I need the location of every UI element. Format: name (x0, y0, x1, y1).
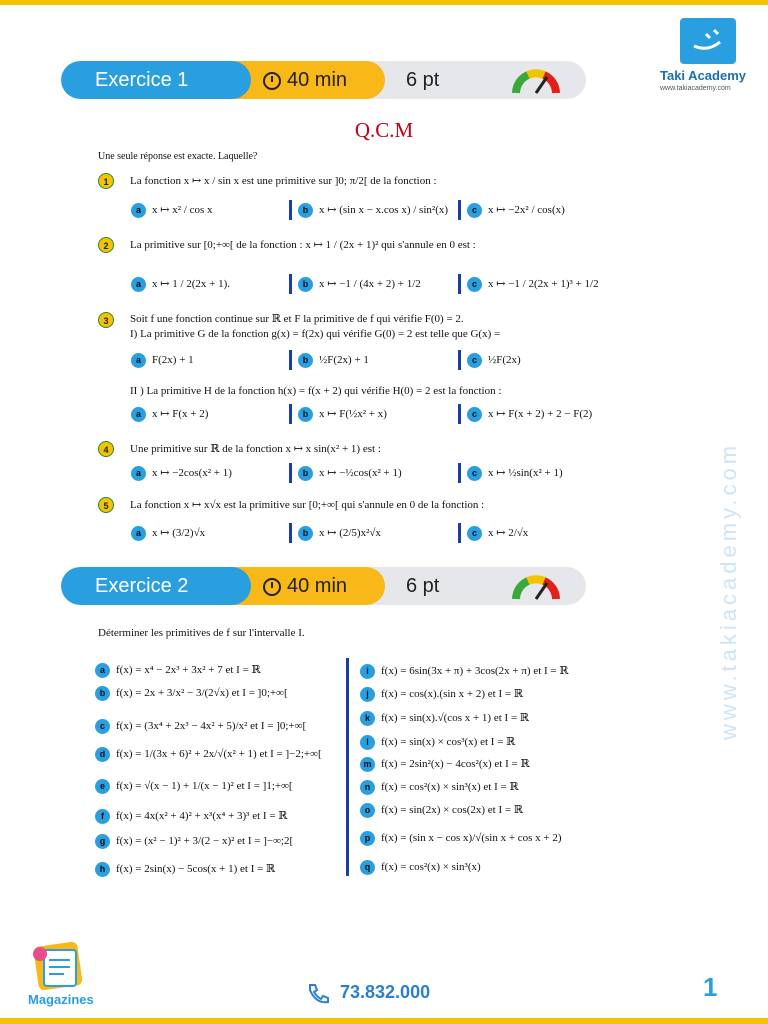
exercise2-title: Exercice 2 (61, 567, 251, 605)
divider (289, 404, 292, 424)
page-number: 1 (703, 972, 718, 1002)
answer-c[interactable]: c ½F(2x) (467, 353, 521, 368)
column-divider (346, 658, 349, 876)
function-item: n f(x) = cos²(x) × sin³(x) et I = ℝ (360, 780, 519, 795)
question-text: La primitive sur [0;+∞[ de la fonction : x ↦ 1 / (2x + 1)² qui s'annule en 0 est : (130, 239, 476, 251)
qcm-title: Q.C.M (354, 118, 414, 142)
function-item: k f(x) = sin(x).√(cos x + 1) et I = ℝ (360, 711, 529, 726)
function-item: c f(x) = (3x⁴ + 2x³ − 4x² + 5)/x² et I = ]0;+∞[ (95, 719, 306, 734)
function-item: q f(x) = cos²(x) × sin³(x) (360, 860, 481, 875)
function-item: h f(x) = 2sin(x) − 5cos(x + 1) et I = ℝ (95, 862, 275, 877)
logo-speech-icon (680, 18, 736, 64)
answer-c[interactable]: c x ↦ −2x² / cos(x) (467, 203, 565, 218)
divider (289, 523, 292, 543)
function-item: d f(x) = 1/(3x + 6)² + 2x/√(x² + 1) et I = ]−2;+∞[ (95, 747, 322, 762)
answer-a[interactable]: a x ↦ −2cos(x² + 1) (131, 466, 232, 481)
answer-a[interactable]: a x ↦ 1 / 2(2x + 1). (131, 277, 230, 292)
difficulty-gauge-icon (511, 65, 561, 95)
function-item: f f(x) = 4x(x² + 4)² + x³(x⁴ + 3)³ et I = ℝ (95, 809, 287, 824)
top-accent-bar (0, 0, 768, 5)
function-item: p f(x) = (sin x − cos x)/√(sin x + cos x + 2) (360, 831, 562, 846)
function-item: a f(x) = x⁴ − 2x³ + 3x² + 7 et I = ℝ (95, 663, 261, 678)
magazines-logo-icon (22, 940, 102, 1010)
divider (289, 274, 292, 294)
function-item: m f(x) = 2sin²(x) − 4cos²(x) et I = ℝ (360, 757, 530, 772)
answer-b[interactable]: b x ↦ −½cos(x² + 1) (298, 466, 402, 481)
question-text: Une primitive sur ℝ de la fonction x ↦ x sin(x² + 1) est : (130, 443, 381, 455)
question-number: 2 (98, 237, 114, 253)
question-number: 4 (98, 441, 114, 457)
function-item: l f(x) = sin(x) × cos³(x) et I = ℝ (360, 735, 515, 750)
question-text: La fonction x ↦ x / sin x est une primitive sur ]0; π/2[ de la fonction : (130, 175, 437, 187)
answer-b[interactable]: b x ↦ (sin x − x.cos x) / sin²(x) (298, 203, 448, 218)
exercise2-points: 6 pt (406, 575, 440, 597)
answer-b2[interactable]: b x ↦ F(½x² + x) (298, 407, 387, 422)
answer-c[interactable]: c x ↦ ½sin(x² + 1) (467, 466, 563, 481)
divider (458, 274, 461, 294)
exercise2-intro: Déterminer les primitives de f sur l'intervalle I. (98, 627, 305, 639)
answer-b[interactable]: b x ↦ −1 / (4x + 2) + 1/2 (298, 277, 421, 292)
divider (458, 350, 461, 370)
answer-a[interactable]: a F(2x) + 1 (131, 353, 194, 368)
answer-a[interactable]: a x ↦ (3/2)√x (131, 526, 205, 541)
question-text: Soit f une fonction continue sur ℝ et F la primitive de f qui vérifie F(0) = 2. (130, 313, 464, 325)
question-number: 1 (98, 173, 114, 189)
exercise1-time-value: 40 min (287, 69, 348, 91)
exercise1-points: 6 pt (406, 69, 440, 91)
function-item: b f(x) = 2x + 3/x² − 3/(2√x) et I = ]0;+∞[ (95, 686, 288, 701)
qcm-intro: Une seule réponse est exacte. Laquelle? (98, 151, 258, 162)
phone-number[interactable]: 73.832.000 (340, 982, 431, 1002)
svg-text:Magazines: Magazines (28, 992, 94, 1007)
exercise1-header (61, 61, 586, 99)
phone-icon (306, 982, 332, 1004)
divider (458, 200, 461, 220)
clock-icon (263, 72, 281, 90)
answer-b[interactable]: b x ↦ (2/5)x²√x (298, 526, 381, 541)
divider (289, 200, 292, 220)
answer-a[interactable]: a x ↦ x² / cos x (131, 203, 212, 218)
exercise2-time-value: 40 min (287, 575, 348, 597)
svg-text:www.takiacademy.com: www.takiacademy.com (716, 441, 741, 740)
exercise2-header (61, 567, 586, 605)
logo-url: www.takiacademy.com (660, 85, 731, 92)
answer-c2[interactable]: c x ↦ F(x + 2) + 2 − F(2) (467, 407, 592, 422)
difficulty-gauge-icon (511, 571, 561, 601)
divider (289, 350, 292, 370)
exercise1-time (233, 61, 385, 99)
divider (458, 404, 461, 424)
function-item: e f(x) = √(x − 1) + 1/(x − 1)² et I = ]1;+∞[ (95, 779, 293, 794)
logo-name: Taki Academy (660, 68, 746, 83)
function-item: i f(x) = 6sin(3x + π) + 3cos(2x + π) et I = ℝ (360, 664, 569, 679)
question-text: La fonction x ↦ x√x est la primitive sur [0;+∞[ qui s'annule en 0 de la fonction : (130, 499, 485, 511)
bottom-accent-bar (0, 1018, 768, 1024)
answer-c[interactable]: c x ↦ −1 / 2(2x + 1)³ + 1/2 (467, 277, 599, 292)
answer-c[interactable]: c x ↦ 2/√x (467, 526, 528, 541)
question-subtext: II ) La primitive H de la fonction h(x) = f(x + 2) qui vérifie H(0) = 2 est la fonction : (130, 385, 502, 397)
exercise2-time (233, 567, 385, 605)
function-item: g f(x) = (x² − 1)² + 3/(2 − x)² et I = ]−∞;2[ (95, 834, 293, 849)
divider (289, 463, 292, 483)
question-number: 3 (98, 312, 114, 328)
taki-academy-logo (660, 18, 750, 108)
clock-icon (263, 578, 281, 596)
question-subtext: I) La primitive G de la fonction g(x) = f(2x) qui vérifie G(0) = 2 est telle que G(x) = (130, 328, 501, 340)
function-item: o f(x) = sin(2x) × cos(2x) et I = ℝ (360, 803, 523, 818)
divider (458, 463, 461, 483)
answer-a2[interactable]: a x ↦ F(x + 2) (131, 407, 208, 422)
watermark (708, 340, 748, 740)
divider (458, 523, 461, 543)
question-number: 5 (98, 497, 114, 513)
exercise1-title: Exercice 1 (61, 61, 251, 99)
answer-b[interactable]: b ½F(2x) + 1 (298, 353, 369, 368)
function-item: j f(x) = cos(x).(sin x + 2) et I = ℝ (360, 687, 523, 702)
